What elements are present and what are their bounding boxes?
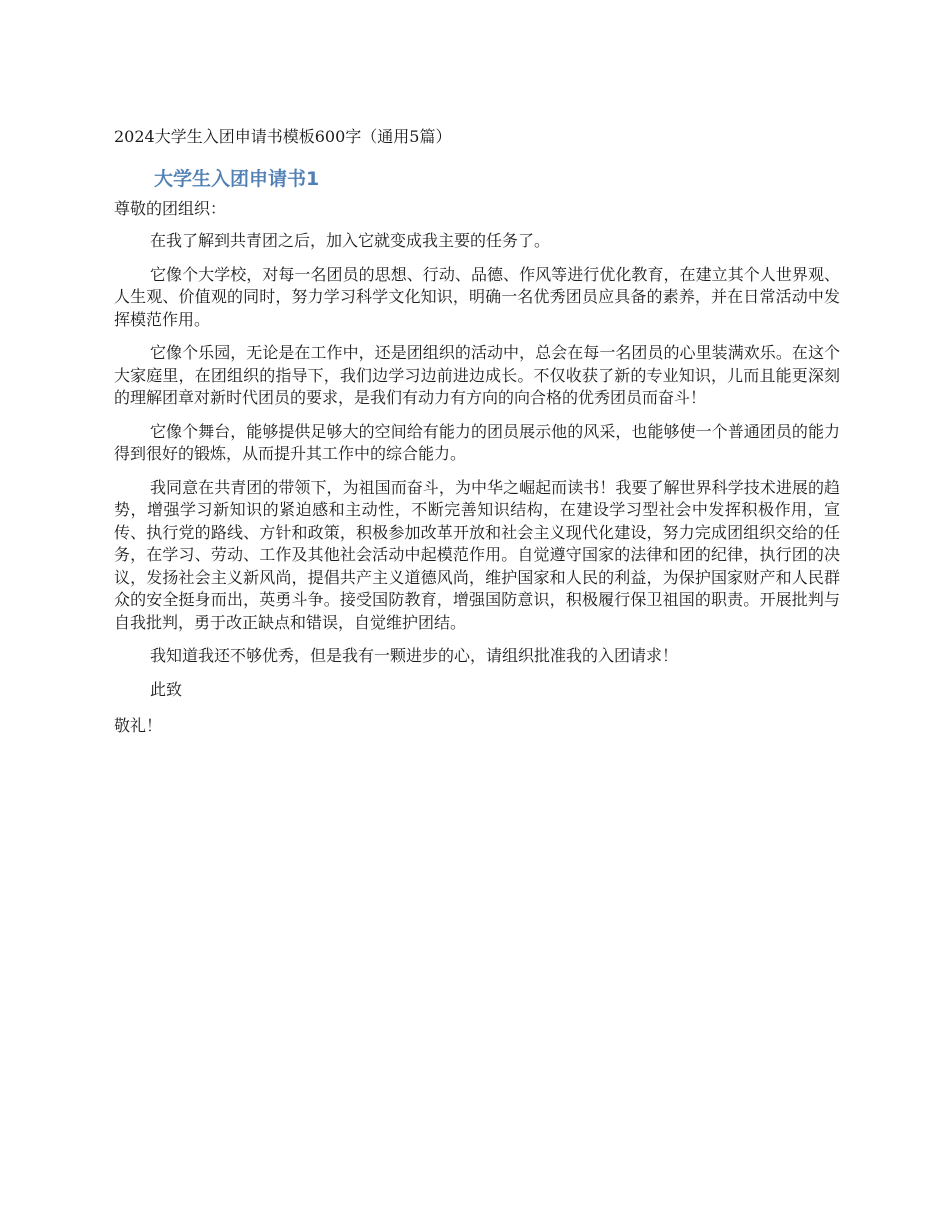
- document-title: 2024大学生入团申请书模板600字（通用5篇）: [114, 127, 452, 146]
- paragraph-2: 它像个大学校，对每一名团员的思想、行动、品德、作风等进行优化教育，在建立其个人世界观、人生观、价值观的同时，努力学习科学文化知识，明确一名优秀团员应具备的素养，并在日常活动中发挥模范作用。: [114, 264, 840, 329]
- salutation: 尊敬的团组织：: [114, 199, 227, 218]
- document-page: [114, 126, 840, 737]
- paragraph-3: 它像个乐园，无论是在工作中，还是团组织的活动中，总会在每一名团员的心里装满欢乐。在这个大家庭里，在团组织的指导下，我们边学习边前进边成长。不仅收获了新的专业知识，儿而且能更深刻的理解团章对新时代团员的要求，是我们有动力有方向的向合格的优秀团员而奋斗！: [114, 343, 840, 407]
- paragraph-4: 它像个舞台，能够提供足够大的空间给有能力的团员展示他的风采，也能够使一个普通团员的能力得到很好的锻炼，从而提升其工作中的综合能力。: [114, 421, 840, 463]
- paragraph-6: 我知道我还不够优秀，但是我有一颗进步的心，请组织批准我的入团请求！: [150, 646, 679, 665]
- closing-salute: 敬礼！: [114, 715, 163, 735]
- paragraph-5: 我同意在共青团的带领下，为祖国而奋斗，为中华之崛起而读书！我要了解世界科学技术进展的趋势，增强学习新知识的紧迫感和主动性，不断完善知识结构，在建设学习型社会中发挥积极作用，宣传、执行党的路线、方针和政策，积极参加改革开放和社会主义现代化建设，努力完成团组织交给的任务，在学习、劳动、工作及其他社会活动中起模范作用。自觉遵守国家的法律和团的纪律，执行团的决议，发扬社会主义新风尚，提倡共产主义道德风尚，维护国家和人民的利益，为保护国家财产和人民群众的安全挺身而出，英勇斗争。接受国防教育，增强国防意识，积极履行保卫祖国的职责。开展批判与自我批判，勇于改正缺点和错误，自觉维护团结。: [114, 477, 840, 632]
- closing-regards: 此致: [150, 679, 183, 699]
- section-heading: 大学生入团申请书1: [154, 168, 320, 190]
- paragraph-1: 在我了解到共青团之后，加入它就变成我主要的任务了。: [150, 231, 551, 250]
